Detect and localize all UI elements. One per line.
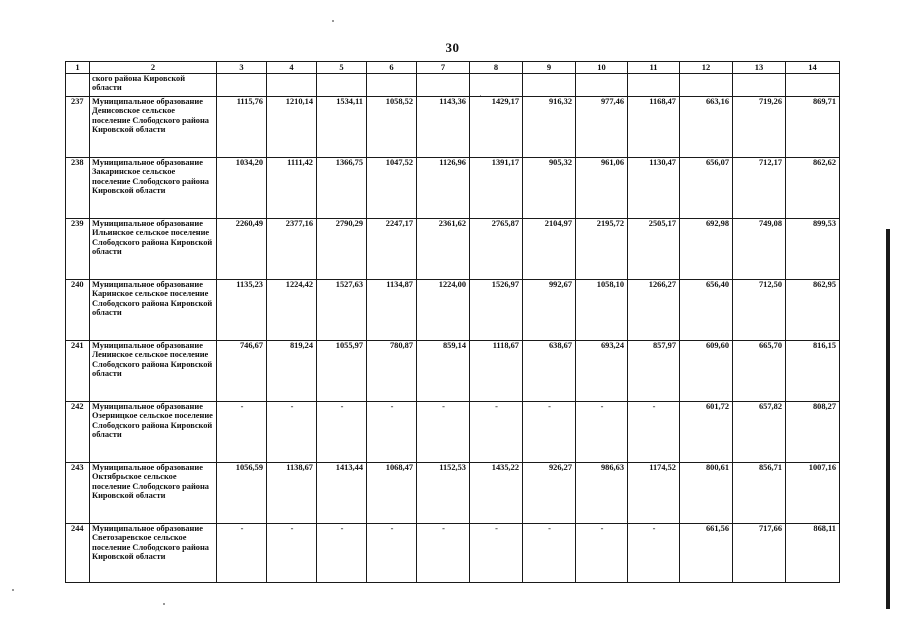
value-cell: 869,71 — [786, 97, 840, 158]
value-cell: 986,63 — [576, 463, 628, 524]
table-row — [66, 463, 840, 524]
value-cell: 717,66 — [733, 524, 786, 583]
value-cell: - — [417, 524, 470, 583]
value-cell: 749,08 — [733, 219, 786, 280]
column-header: 4 — [267, 62, 317, 74]
table-header-row — [66, 62, 840, 74]
value-cell: 800,61 — [680, 463, 733, 524]
value-cell: 1526,97 — [470, 280, 523, 341]
row-number-cell: 242 — [66, 402, 90, 463]
table-body — [66, 62, 840, 583]
column-header: 8 — [470, 62, 523, 74]
value-cell: 2195,72 — [576, 219, 628, 280]
value-cell: - — [417, 402, 470, 463]
scan-speck — [480, 95, 481, 96]
value-cell: 2361,62 — [417, 219, 470, 280]
value-cell: 712,50 — [733, 280, 786, 341]
value-cell: 916,32 — [523, 97, 576, 158]
empty-cell — [470, 74, 523, 97]
value-cell: - — [217, 402, 267, 463]
value-cell: 1058,10 — [576, 280, 628, 341]
value-cell: 712,17 — [733, 158, 786, 219]
value-cell: 719,26 — [733, 97, 786, 158]
value-cell: 1058,52 — [367, 97, 417, 158]
value-cell: 856,71 — [733, 463, 786, 524]
value-cell: 859,14 — [417, 341, 470, 402]
value-cell: 868,11 — [786, 524, 840, 583]
value-cell: 1534,11 — [317, 97, 367, 158]
empty-cell — [317, 74, 367, 97]
municipality-name-cell: Муниципальное образование Светозаревское сельское поселение Слободского района Кировской области — [90, 524, 217, 583]
row-number-cell: 243 — [66, 463, 90, 524]
value-cell: 1224,42 — [267, 280, 317, 341]
value-cell: 1391,17 — [470, 158, 523, 219]
tariff-table — [65, 61, 840, 583]
value-cell: 926,27 — [523, 463, 576, 524]
column-header: 9 — [523, 62, 576, 74]
row-number-cell: 244 — [66, 524, 90, 583]
value-cell: - — [317, 402, 367, 463]
value-cell: 2765,87 — [470, 219, 523, 280]
value-cell: 1210,14 — [267, 97, 317, 158]
empty-cell — [367, 74, 417, 97]
value-cell: 1130,47 — [628, 158, 680, 219]
municipality-name-cell: Муниципальное образование Денисовское сельское поселение Слободского района Кировской области — [90, 97, 217, 158]
value-cell: 663,16 — [680, 97, 733, 158]
value-cell: 1134,87 — [367, 280, 417, 341]
value-cell: 1047,52 — [367, 158, 417, 219]
value-cell: 1152,53 — [417, 463, 470, 524]
scan-speck — [332, 20, 334, 22]
value-cell: 1115,76 — [217, 97, 267, 158]
continuation-row — [66, 74, 840, 97]
column-header: 10 — [576, 62, 628, 74]
scan-speck — [163, 603, 165, 605]
value-cell: 601,72 — [680, 402, 733, 463]
value-cell: 862,95 — [786, 280, 840, 341]
value-cell: - — [317, 524, 367, 583]
column-header: 6 — [367, 62, 417, 74]
municipality-name-cell: Муниципальное образование Ильинское сельское поселение Слободского района Кировской области — [90, 219, 217, 280]
value-cell: - — [267, 524, 317, 583]
value-cell: - — [367, 524, 417, 583]
value-cell: 1126,96 — [417, 158, 470, 219]
column-header: 1 — [66, 62, 90, 74]
value-cell: 808,27 — [786, 402, 840, 463]
value-cell: 2790,29 — [317, 219, 367, 280]
column-header: 3 — [217, 62, 267, 74]
column-header: 11 — [628, 62, 680, 74]
value-cell: 1413,44 — [317, 463, 367, 524]
empty-cell — [417, 74, 470, 97]
empty-cell — [576, 74, 628, 97]
value-cell: 661,56 — [680, 524, 733, 583]
value-cell: 2505,17 — [628, 219, 680, 280]
column-header: 12 — [680, 62, 733, 74]
value-cell: 1224,00 — [417, 280, 470, 341]
municipality-name-cell: Муниципальное образование Закаринское сельское поселение Слободского района Кировской области — [90, 158, 217, 219]
value-cell: 693,24 — [576, 341, 628, 402]
value-cell: 692,98 — [680, 219, 733, 280]
value-cell: 1034,20 — [217, 158, 267, 219]
empty-cell — [786, 74, 840, 97]
value-cell: 2377,16 — [267, 219, 317, 280]
empty-cell — [628, 74, 680, 97]
value-cell: - — [628, 524, 680, 583]
row-number-cell: 239 — [66, 219, 90, 280]
value-cell: 816,15 — [786, 341, 840, 402]
row-number-cell: 237 — [66, 97, 90, 158]
value-cell: 1138,67 — [267, 463, 317, 524]
value-cell: 780,87 — [367, 341, 417, 402]
value-cell: 1143,36 — [417, 97, 470, 158]
value-cell: 977,46 — [576, 97, 628, 158]
municipality-name-cell: Муниципальное образование Октябрьское сельское поселение Слободского района Кировской области — [90, 463, 217, 524]
page-number: 30 — [445, 40, 460, 55]
scan-edge-bar — [886, 229, 890, 609]
value-cell: - — [523, 524, 576, 583]
value-cell: 1429,17 — [470, 97, 523, 158]
value-cell: - — [367, 402, 417, 463]
column-header: 13 — [733, 62, 786, 74]
value-cell: 862,62 — [786, 158, 840, 219]
empty-cell — [267, 74, 317, 97]
table-row — [66, 97, 840, 158]
value-cell: 1174,52 — [628, 463, 680, 524]
scan-speck — [12, 589, 14, 591]
value-cell: 1168,47 — [628, 97, 680, 158]
continuation-num-cell — [66, 74, 90, 97]
continuation-name-cell: ского района Кировской области — [90, 74, 217, 97]
table-row — [66, 402, 840, 463]
value-cell: 1435,22 — [470, 463, 523, 524]
table-row — [66, 219, 840, 280]
value-cell: - — [576, 402, 628, 463]
value-cell: - — [628, 402, 680, 463]
value-cell: 1135,23 — [217, 280, 267, 341]
empty-cell — [680, 74, 733, 97]
empty-cell — [523, 74, 576, 97]
row-number-cell: 241 — [66, 341, 90, 402]
municipality-name-cell: Муниципальное образование Озерницкое сельское поселение Слободского района Кировской области — [90, 402, 217, 463]
value-cell: 992,67 — [523, 280, 576, 341]
table-row — [66, 158, 840, 219]
value-cell: 656,40 — [680, 280, 733, 341]
row-number-cell: 240 — [66, 280, 90, 341]
column-header: 2 — [90, 62, 217, 74]
value-cell: - — [576, 524, 628, 583]
value-cell: 1056,59 — [217, 463, 267, 524]
value-cell: 1118,67 — [470, 341, 523, 402]
value-cell: 1527,63 — [317, 280, 367, 341]
value-cell: 819,24 — [267, 341, 317, 402]
value-cell: 665,70 — [733, 341, 786, 402]
value-cell: - — [470, 524, 523, 583]
value-cell: 746,67 — [217, 341, 267, 402]
value-cell: 857,97 — [628, 341, 680, 402]
value-cell: 1055,97 — [317, 341, 367, 402]
municipality-name-cell: Муниципальное образование Ленинское сельское поселение Слободского района Кировской области — [90, 341, 217, 402]
value-cell: - — [267, 402, 317, 463]
value-cell: - — [217, 524, 267, 583]
value-cell: 2104,97 — [523, 219, 576, 280]
value-cell: 656,07 — [680, 158, 733, 219]
value-cell: 1068,47 — [367, 463, 417, 524]
value-cell: 1111,42 — [267, 158, 317, 219]
value-cell: 1366,75 — [317, 158, 367, 219]
column-header: 7 — [417, 62, 470, 74]
municipality-name-cell: Муниципальное образование Каринское сельское поселение Слободского района Кировской области — [90, 280, 217, 341]
table-row — [66, 280, 840, 341]
value-cell: - — [470, 402, 523, 463]
table-row — [66, 341, 840, 402]
value-cell: 899,53 — [786, 219, 840, 280]
empty-cell — [733, 74, 786, 97]
empty-cell — [217, 74, 267, 97]
value-cell: 961,06 — [576, 158, 628, 219]
row-number-cell: 238 — [66, 158, 90, 219]
value-cell: 609,60 — [680, 341, 733, 402]
value-cell: 657,82 — [733, 402, 786, 463]
value-cell: 905,32 — [523, 158, 576, 219]
value-cell: 1266,27 — [628, 280, 680, 341]
value-cell: - — [523, 402, 576, 463]
column-header: 14 — [786, 62, 840, 74]
table-row — [66, 524, 840, 583]
value-cell: 2260,49 — [217, 219, 267, 280]
value-cell: 2247,17 — [367, 219, 417, 280]
column-header: 5 — [317, 62, 367, 74]
value-cell: 1007,16 — [786, 463, 840, 524]
value-cell: 638,67 — [523, 341, 576, 402]
